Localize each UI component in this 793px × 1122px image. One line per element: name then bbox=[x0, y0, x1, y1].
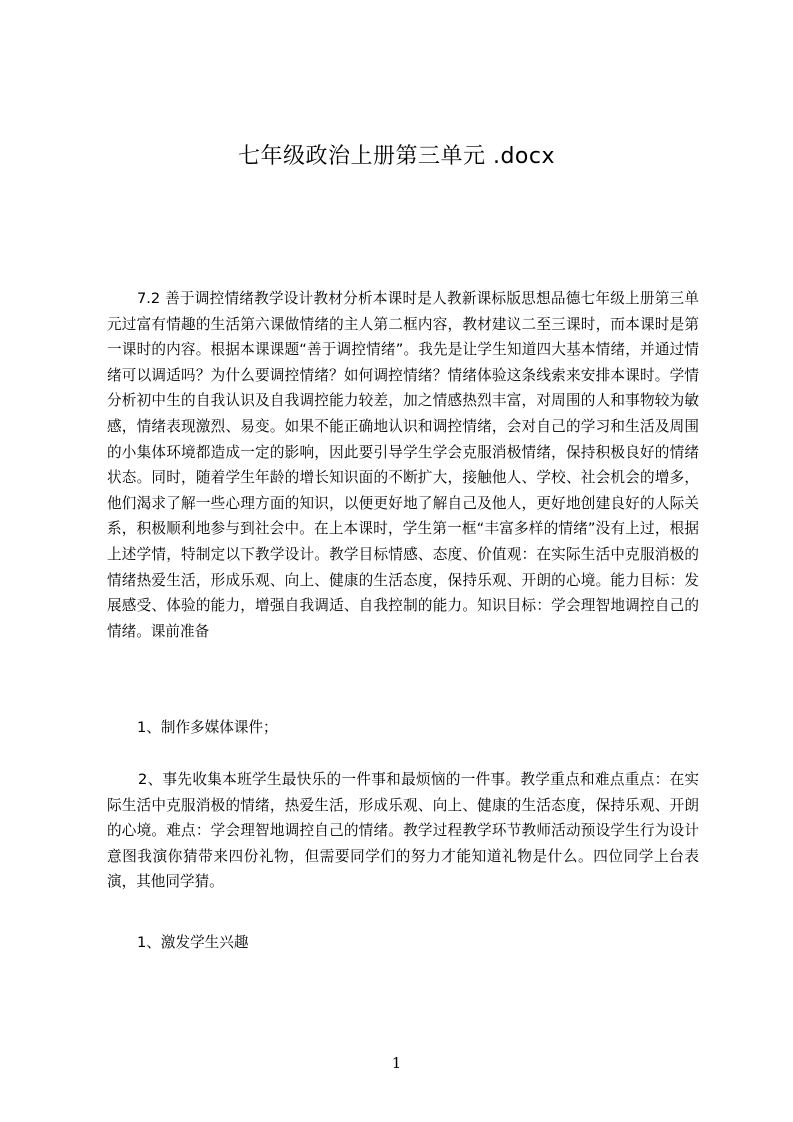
document-title: 七年级政治上册第三单元 .docx bbox=[237, 144, 556, 169]
body-paragraph-step-1: 1、激发学生兴趣 bbox=[137, 934, 249, 951]
page-number: 1 bbox=[391, 1054, 402, 1072]
body-paragraph-prep-item-1: 1、制作多媒体课件； bbox=[137, 719, 278, 736]
body-paragraph-prep-item-2: 2、事先收集本班学生最快乐的一件事和最烦恼的一件事。教学重点和难点重点：在实际生活中克服消极的情绪，热爱生活，形成乐观、向上、健康的生活态度，保持乐观、开朗的心境。难点：学会理智地调控自己的情绪。教学过程教学环节教师活动预设学生行为设计意图我演你猜带来四份礼物，但需要同学们的努力才能知道礼物是什么。四位同学上台表演，其他同学猜。 bbox=[107, 771, 699, 891]
body-paragraph-intro: 7.2 善于调控情绪教学设计教材分析本课时是人教新课标版思想品德七年级上册第三单元过富有情趣的生活第六课做情绪的主人第二框内容，教材建议二至三课时，而本课时是第一课时的内容。根据本课课题“善于调控情绪”。我先是让学生知道四大基本情绪，并通过情绪可以调适吗？为什么要调控情绪？如何调控情绪？情绪体验这条线索来安排本课时。学情分析初中生的自我认识及自我调控能力较差，加之情感热烈丰富，对周围的人和事物较为敏感，情绪表现激烈、易变。如果不能正确地认识和调控情绪，会对自己的学习和生活及周围的小集体环境都造成一定的影响，因此要引导学生学会克服消极情绪，保持积极良好的情绪状态。同时，随着学生年龄的增长知识面的不断扩大，接触他人、学校、社会机会的增多，他们渴求了解一些心理方面的知识，以便更好地了解自己及他人，更好地创建良好的人际关系，积极顺利地参与到社会中。在上本课时，学生第一框“丰富多样的情绪”没有上过，根据上述学情，特制定以下教学设计。教学目标情感、态度、价值观：在实际生活中克服消极的情绪热爱生活，形成乐观、向上、健康的生活态度，保持乐观、开朗的心境。能力目标：发展感受、体验的能力，增强自我调适、自我控制的能力。知识目标：学会理智地调控自己的情绪。课前准备 bbox=[107, 290, 699, 640]
